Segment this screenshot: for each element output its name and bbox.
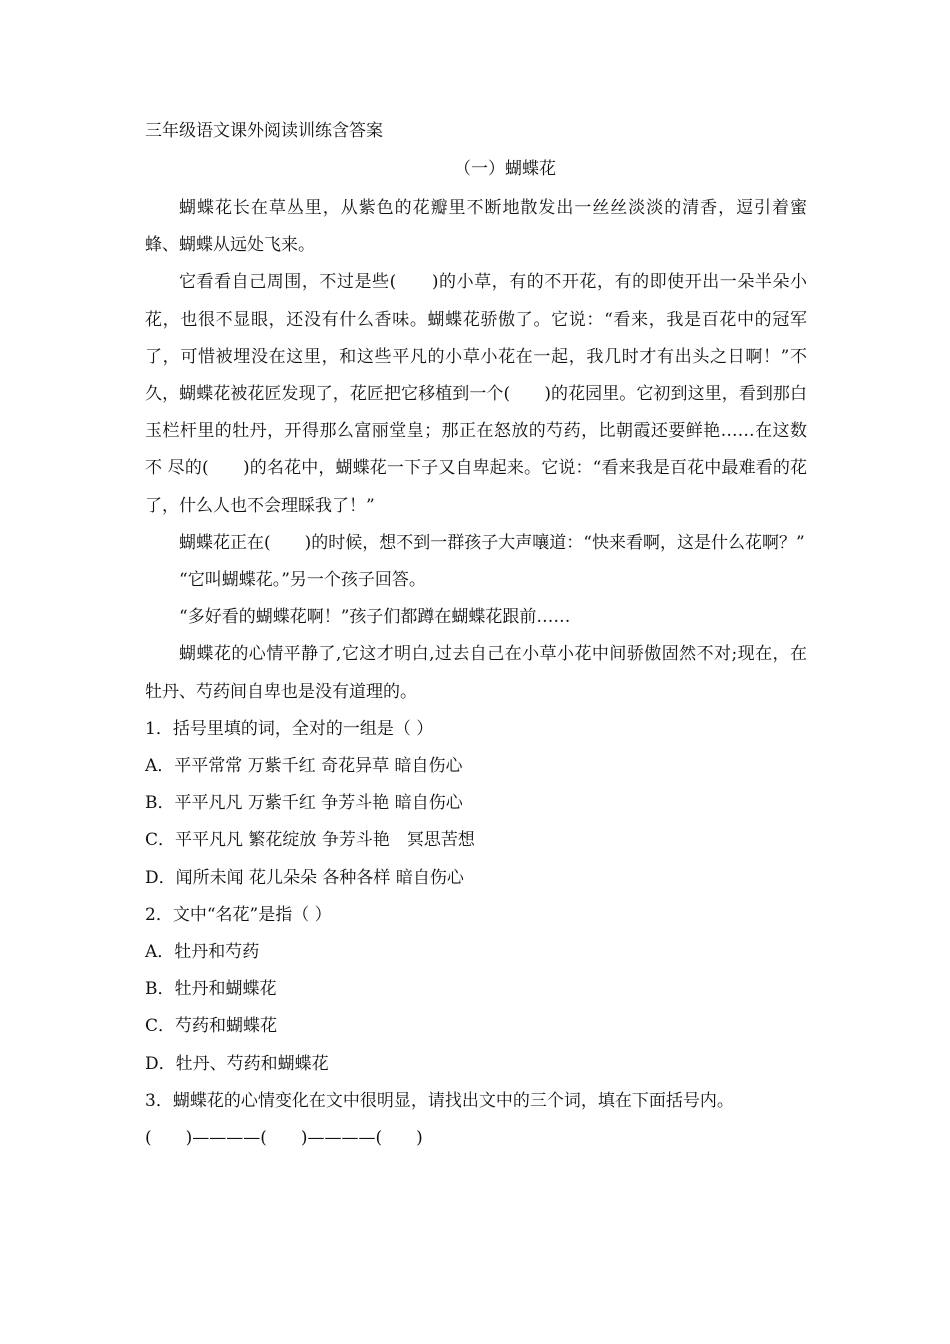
question-3-blanks: ( )————( )————( ) (145, 1128, 423, 1149)
question-2-option-b: B．牡丹和蝴蝶花 (145, 979, 277, 1000)
question-1-option-c: C．平平凡凡 繁花绽放 争芳斗艳 冥思苦想 (145, 830, 475, 851)
question-1-option-b: B．平平凡凡 万紫千红 争芳斗艳 暗自伤心 (145, 793, 463, 814)
section-title: （一）蝴蝶花 (454, 159, 556, 179)
document-title: 三年级语文课外阅读训练含答案 (145, 121, 383, 141)
paragraph-2: 它看看自己周围，不过是些( )的小草，有的不开花，有的即使开出一朵半朵小花，也很不显眼，还没有什么香味。蝴蝶花骄傲了。它说：“看来，我是百花中的冠军了，可惜被埋没在这里，和这些平凡的小草小花在一起，我几时才有出头之日啊！”不久，蝴蝶花被花匠发现了，花匠把它移植到一个( )的花园里。它初到这里，看到那白 玉栏杆里的牡丹，开得那么富丽堂皇；那正在怒放的芍药，比朝霞还要鲜艳……在这数不 尽的( )的名花中，蝴蝶花一下子又自卑起来。它说：“看来我是百花中最难看的花了，什么人也不会理睬我了！” (145, 272, 807, 516)
question-2-option-a: A．牡丹和芍药 (145, 942, 260, 963)
question-2-option-d: D．牡丹、芍药和蝴蝶花 (145, 1053, 329, 1074)
paragraph-1: 蝴蝶花长在草丛里，从紫色的花瓣里不断地散发出一丝丝淡淡的清香，逗引着蜜蜂、蝴蝶从远处飞来。 (145, 198, 807, 256)
question-1-option-d: D．闻所未闻 花儿朵朵 各种各样 暗自伤心 (145, 867, 464, 888)
question-1-option-a: A．平平常常 万紫千红 奇花异草 暗自伤心 (145, 756, 463, 777)
question-1: 1．括号里填的词，全对的一组是（ ） (145, 718, 434, 739)
document-body (145, 190, 807, 1157)
paragraph-3: 蝴蝶花正在( )的时候，想不到一群孩子大声嚷道：“快来看啊，这是什么花啊？” (179, 532, 805, 553)
paragraph-6: 蝴蝶花的心情平静了,它这才明白,过去自己在小草小花中间骄傲固然不对;现在，在牡丹、芍药间自卑也是没有道理的。 (145, 644, 807, 702)
paragraph-5: “多好看的蝴蝶花啊！”孩子们都蹲在蝴蝶花跟前…… (179, 607, 571, 628)
question-2-option-c: C．芍药和蝴蝶花 (145, 1016, 278, 1037)
paragraph-4: “它叫蝴蝶花。”另一个孩子回答。 (179, 570, 426, 591)
question-2: 2．文中“名花”是指（ ） (145, 904, 332, 925)
question-3: 3．蝴蝶花的心情变化在文中很明显，请找出文中的三个词，填在下面括号内。 (145, 1090, 734, 1111)
